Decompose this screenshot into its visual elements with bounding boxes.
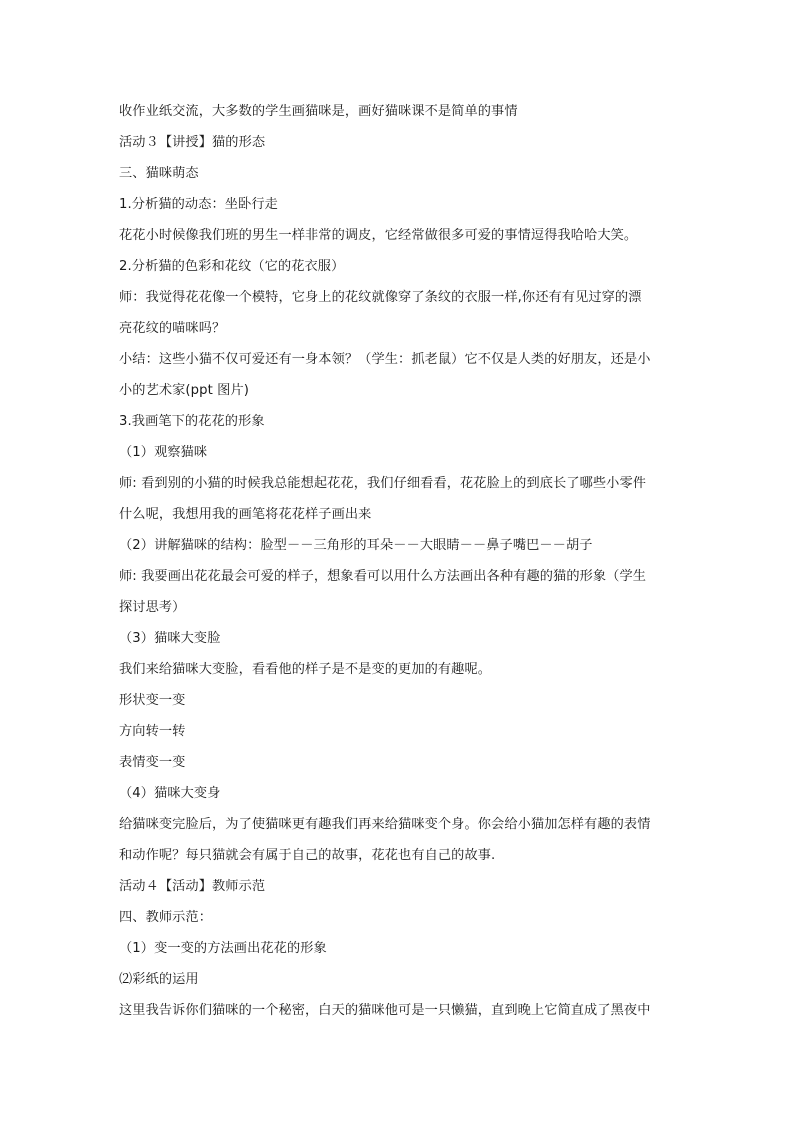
subsection-heading: 1.分析猫的动态：坐卧行走 [119,197,278,212]
paragraph-line: 花花小时候像我们班的男生一样非常的调皮，它经常做很多可爱的事情逗得我哈哈大笑。 [119,228,638,243]
section-heading: 四、教师示范： [119,910,213,925]
paragraph-line: 和动作呢？每只猫就会有属于自己的故事，花花也有自己的故事. [119,848,496,863]
paragraph-line: 师: 我要画出花花最会可爱的样子，想象看可以用什么方法画出各种有趣的猫的形象（学生 [119,569,647,584]
paragraph-line: 给猫咪变完脸后，为了使猫咪更有趣我们再来给猫咪变个身。你会给小猫加怎样有趣的表情 [119,817,651,832]
paragraph-line: 这里我告诉你们猫咪的一个秘密，白天的猫咪他可是一只懒猫，直到晚上它简直成了黑夜中 [119,1003,651,1018]
paragraph-line: 小的艺术家(ppt 图片) [119,383,250,398]
paragraph-line: 亮花纹的喵咪吗？ [119,321,226,336]
paragraph-line: 师：我觉得花花像一个模特，它身上的花纹就像穿了条纹的衣服一样,你还有有见过穿的漂 [119,290,642,305]
paragraph-line: 小结：这些小猫不仅可爱还有一身本领？（学生：抓老鼠）它不仅是人类的好朋友，还是小 [119,352,651,367]
list-item: ⑵彩纸的运用 [119,972,199,987]
list-item: （1）观察猫咪 [119,445,208,460]
list-item: （4）猫咪大变身 [119,786,221,801]
paragraph-line: 收作业纸交流，大多数的学生画猫咪是，画好猫咪课不是简单的事情 [119,104,518,119]
activity-heading: 活动４【活动】教师示范 [119,879,266,894]
paragraph-line: 探讨思考） [119,600,186,615]
list-item: （3）猫咪大变脸 [119,631,221,646]
paragraph-line: 师: 看到别的小猫的时候我总能想起花花，我们仔细看看，花花脸上的到底长了哪些小零件 [119,476,647,491]
list-item: （2）讲解猫咪的结构：脸型－－三角形的耳朵－－大眼睛－－鼻子嘴巴－－胡子 [119,538,593,553]
subsection-heading: 3.我画笔下的花花的形象 [119,414,265,429]
paragraph-line: 方向转一转 [119,724,186,739]
subsection-heading: 2.分析猫的色彩和花纹（它的花衣服） [119,259,345,274]
paragraph-line: 表情变一变 [119,755,186,770]
list-item: （1）变一变的方法画出花花的形象 [119,941,327,956]
paragraph-line: 什么呢，我想用我的画笔将花花样子画出来 [119,507,372,522]
paragraph-line: 我们来给猫咪大变脸，看看他的样子是不是变的更加的有趣呢。 [119,662,492,677]
paragraph-line: 形状变一变 [119,693,186,708]
section-heading: 三、猫咪萌态 [119,166,199,181]
activity-heading: 活动３【讲授】猫的形态 [119,135,266,150]
